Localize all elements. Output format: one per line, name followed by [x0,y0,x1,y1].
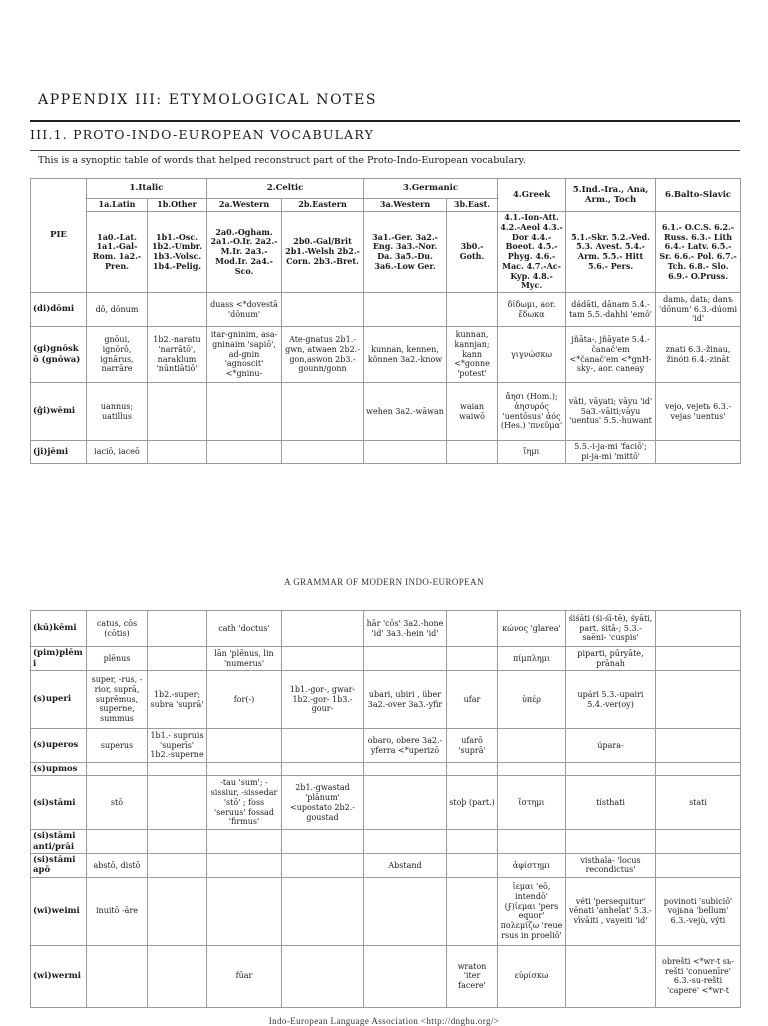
running-head: A GRAMMAR OF MODERN INDO-EUROPEAN [284,577,484,587]
table-row [31,441,741,464]
table-cell: ἵστημι [498,776,566,830]
table-cell: stati [656,776,741,830]
pie-root: (gi)gnōskō (gnōwa) [31,327,87,383]
branch-celtic-eastern: 2b.Eastern [282,199,364,212]
table-cell [282,293,364,327]
table-cell [87,763,148,776]
table-cell: obrešti <*wr-t sь-rešti 'conuenīre' 6.3.-su-rešti 'capere' <*wr-t [656,945,741,1007]
table-cell: 1b2.-naratu 'narrātō', naraklum 'nūntiātiō' [148,327,207,383]
table-cell [498,830,566,854]
family-italic: 1.Italic [87,179,207,199]
table-cell [148,776,207,830]
table-cell [282,729,364,763]
intro-paragraph: This is a synoptic table of words that helped reconstruct part of the Proto-Indo-European vocabulary. [38,155,526,166]
family-balto-slavic: 6.Balto-Slavic [656,179,741,212]
table-cell [566,945,656,1007]
table-cell [656,671,741,729]
section-title: III.1. PROTO-INDO-EUROPEAN VOCABULARY [30,127,375,142]
table-cell: povinoti 'subiciō' vojьna 'bellum' 6.3.-vejù, výti [656,877,741,945]
table-cell: tísthati [566,776,656,830]
table-cell [656,830,741,854]
family-celtic: 2.Celtic [207,179,364,199]
family-greek: 4.Greek [498,179,566,212]
table-cell: hār 'cōs' 3a2.-hone 'id' 3a3.-hein 'id' [364,611,447,647]
table-cell [282,383,364,441]
table-cell [148,877,207,945]
lang-codes-celtic-eastern: 2b0.-Gal/Brit 2b1.-Welsh 2b2.-Corn. 2b3.-Bret. [282,212,364,293]
table-cell: damь, datь; danъ 'dōnum' 6.3.-dúomi 'id' [656,293,741,327]
table-cell [207,441,282,464]
table-cell [207,729,282,763]
table-cell: znati 6.3.-žinau, žinóti 6.4.-zināt [656,327,741,383]
table-cell [148,611,207,647]
table-cell [656,647,741,671]
pie-root: (pim)plēmi [31,647,87,671]
table-cell: ὑπέρ [498,671,566,729]
table-cell [447,611,498,647]
table-cell: 1b1.-gor-, gwar- 1b2.-gor- 1b3.-gour- [282,671,364,729]
table-cell: 5.5.-i-ja-mi 'faciō'; pi-ja-mi 'mittō' [566,441,656,464]
table-cell: cath 'doctus' [207,611,282,647]
table-cell: 2b1.-gwastad 'plānum' <upostato 2b2.-goustad [282,776,364,830]
table-cell [447,830,498,854]
pie-root: (s)upmos [31,763,87,776]
table-cell: upári 5.3.-upairi 5.4.-ver(oy) [566,671,656,729]
pie-root: (s)uperos [31,729,87,763]
table-cell: dádāti, dānam 5.4.-tam 5.5.-dahhi 'emō' [566,293,656,327]
pie-root: (ji)jēmi [31,441,87,464]
pie-root: (si)stāmi [31,776,87,830]
table-row [31,830,741,854]
table-cell: vāti, vāyati; vāyu 'id' 5a3.-vāiti;vāyu 'uentus' 5.5.-huwant [566,383,656,441]
table-cell [364,441,447,464]
etymology-table-bottom [30,610,741,1008]
table-cell: 1b1.- supruis 'superīs' 1b2.-superne [148,729,207,763]
table-cell [447,293,498,327]
table-cell: iaciō, iaceō [87,441,148,464]
table-cell: super, -rus, -rior, suprā, suprēmus, superne, summus [87,671,148,729]
pie-root: (di)dōmi [31,293,87,327]
table-cell [498,729,566,763]
table-row [31,611,741,647]
table-cell: fūar [207,945,282,1007]
table-cell [87,945,148,1007]
table-cell: inuitō -āre [87,877,148,945]
table-cell [148,441,207,464]
table-cell [364,776,447,830]
table-row [31,671,741,729]
table-cell [656,763,741,776]
table-cell: ἱεμαι 'eō, intendō' (ϝ)ἱεμαι 'pers equor' πολεμίζω 'reue rsus in proeliō' [498,877,566,945]
table-cell: stō [87,776,148,830]
table-row [31,293,741,327]
table-row [31,647,741,671]
lang-codes-ind-ira: 5.1.-Skr. 5.2.-Ved. 5.3. Avest. 5.4.- Arm. 5.5.- Hitt 5.6.- Pers. [566,212,656,293]
table-cell: visthala- 'locus recondictus' [566,854,656,878]
page-footer: Indo-European Language Association <http://dnghu.org/> [268,1016,500,1026]
branch-germanic-western: 3a.Western [364,199,447,212]
table-cell [148,854,207,878]
table-cell: ubari, ubiri , über 3a2.-over 3a3.-yfir [364,671,447,729]
table-cell [447,763,498,776]
table-cell [282,611,364,647]
table-cell [656,611,741,647]
table-cell: stoþ (part.) [447,776,498,830]
pie-root: (si)stāmi apō [31,854,87,878]
table-cell: πίμπλημι [498,647,566,671]
table-cell [282,763,364,776]
table-cell [148,647,207,671]
pie-root: (kū)kēmi [31,611,87,647]
table-cell: kunnan, kennen, können 3a2.-know [364,327,447,383]
table-cell [364,877,447,945]
table-cell: waian waiwō [447,383,498,441]
table-cell: jñāta-, jñāyate 5.4.-čanač'em <*čanač'em <*gnH-sky-, aor. caneay [566,327,656,383]
table-row [31,877,741,945]
pie-root: (wi)weimi [31,877,87,945]
table-cell [282,854,364,878]
branch-celtic-western: 2a.Western [207,199,282,212]
table-cell [447,854,498,878]
table-cell [364,293,447,327]
table-cell [148,293,207,327]
pie-header: PIE [31,179,87,293]
table-cell [207,830,282,854]
family-ind-ira: 5.Ind.-Ira., Ana, Arm., Toch [566,179,656,212]
table-cell [566,763,656,776]
table-cell: kunnan, kannjan; kann <*gonne 'potest' [447,327,498,383]
table-cell [656,441,741,464]
header-row-families [31,179,741,199]
table-cell: úpara- [566,729,656,763]
table-cell [282,830,364,854]
table-cell: ufar [447,671,498,729]
table-cell: wraton 'iter facere' [447,945,498,1007]
pie-root: (wi)wermi [31,945,87,1007]
table-cell: vejo, vejetь 6.3.-vejas 'uentus' [656,383,741,441]
table-cell: ἵημι [498,441,566,464]
title-rule [30,120,740,122]
lang-codes-greek: 4.1.-Ion-Att. 4.2.-Aeol 4.3.-Dor 4.4.-Boeot. 4.5.-Phyg. 4.6.-Mac. 4.7.-Ac-Kyp. 4.8.-Myc. [498,212,566,293]
lang-codes-latin: 1a0.-Lat. 1a1.-Gal-Rom. 1a2.-Pren. [87,212,148,293]
table-cell: Ate-gnatus 2b1.-gwn, atwaen 2b2.-gon,aswon 2b3.-gounn/gonn [282,327,364,383]
table-cell: -tau 'sum'; -sissiur, -sissedar 'stō' ; foss 'seruus' fossad 'firmus' [207,776,282,830]
table-row [31,763,741,776]
table-cell [282,945,364,1007]
branch-italic-other: 1b.Other [148,199,207,212]
branch-germanic-eastern: 3b.East. [447,199,498,212]
table-cell [364,763,447,776]
table-cell [447,877,498,945]
table-cell [148,383,207,441]
table-cell [87,830,148,854]
table-cell [148,945,207,1007]
table-cell [207,877,282,945]
table-cell: abstō, distō [87,854,148,878]
table-cell: śiśāti (śi-śī-tē), śyāti, part. śitā-; 5.3.-saēni- 'cuspis' [566,611,656,647]
etymology-table-top [30,178,741,464]
branch-latin: 1a.Latin [87,199,148,212]
table-row [31,776,741,830]
table-cell: véti 'persequitur' vēnati 'anhelat' 5.3.-vīvāiti , vayeiti 'id' [566,877,656,945]
table-cell: lān 'plēnus, lin 'numerus' [207,647,282,671]
lang-codes-italic-other: 1b1.-Osc. 1b2.-Umbr. 1b3.-Volsc. 1b4.-Pelig. [148,212,207,293]
table-cell [207,854,282,878]
table-cell: plēnus [87,647,148,671]
table-cell [566,830,656,854]
table-cell: superus [87,729,148,763]
table-cell: gnōui, ignōrō, ignārus, narrāre [87,327,148,383]
table-cell: itar-gninim, asa-gninaim 'sapiō', ad-gnin 'agnoscit' <*gninu- [207,327,282,383]
table-cell [656,854,741,878]
table-row [31,383,741,441]
table-cell: κώνος 'glarea' [498,611,566,647]
table-cell: γιγνώσκω [498,327,566,383]
pie-root: (si)stāmi anti/prāi [31,830,87,854]
table-cell [656,729,741,763]
table-cell: 1b2.-super; subra 'suprā' [148,671,207,729]
table-cell: εὑρίσκω [498,945,566,1007]
table-row [31,729,741,763]
family-germanic: 3.Germanic [364,179,498,199]
table-cell: wehen 3a2.-wāwan [364,383,447,441]
table-row [31,945,741,1007]
table-cell [447,647,498,671]
table-cell: ἄησι (Hom.); ἀησυρός 'uentōsus' ἀός (Hes.) 'πνεῦμα' [498,383,566,441]
table-cell: ufarō 'suprā' [447,729,498,763]
table-cell [148,830,207,854]
pie-root: (ĝi)wēmi [31,383,87,441]
table-cell: piparti, pūryāte, prānah [566,647,656,671]
table-row [31,854,741,878]
table-cell: duass <*dovestā 'dōnum' [207,293,282,327]
table-cell: for(-) [207,671,282,729]
table-cell: dō, dōnum [87,293,148,327]
table-cell [498,763,566,776]
lang-codes-balto-slavic: 6.1.- O.C.S. 6.2.- Russ. 6.3.- Lith 6.4.- Latv. 6.5.- Sr. 6.6.- Pol. 6.7.- Tch. 6.8.- Slo. 6.9.- O.Pruss. [656,212,741,293]
lang-codes-germanic-eastern: 3b0.-Goth. [447,212,498,293]
table-cell [364,830,447,854]
lang-codes-celtic-western: 2a0.-Ogham. 2a1.-O.Ir. 2a2.-M.Ir. 2a3.-Mod.Ir. 2a4.-Sco. [207,212,282,293]
table-cell: ἀφίστημι [498,854,566,878]
table-cell: δίδωμι, aor. ἔδωκα [498,293,566,327]
table-cell [447,441,498,464]
table-cell [282,647,364,671]
table-cell: obaro, obere 3a2.-yferra <*uperizō [364,729,447,763]
lang-codes-germanic-western: 3a1.-Ger. 3a2.-Eng. 3a3.-Nor. Da. 3a5.-Du. 3a6.-Low Ger. [364,212,447,293]
appendix-title: APPENDIX III: ETYMOLOGICAL NOTES [38,92,378,108]
table-cell: Abstand [364,854,447,878]
header-row-languages [31,212,741,293]
table-cell: uannus; uatillus [87,383,148,441]
table-cell [148,763,207,776]
pie-root: (s)uperi [31,671,87,729]
table-cell [282,877,364,945]
table-cell [207,763,282,776]
table-cell [364,647,447,671]
table-cell [207,383,282,441]
table-cell [282,441,364,464]
section-rule [30,150,740,151]
table-row [31,327,741,383]
table-cell: catus, cōs (cōtis) [87,611,148,647]
table-cell [364,945,447,1007]
